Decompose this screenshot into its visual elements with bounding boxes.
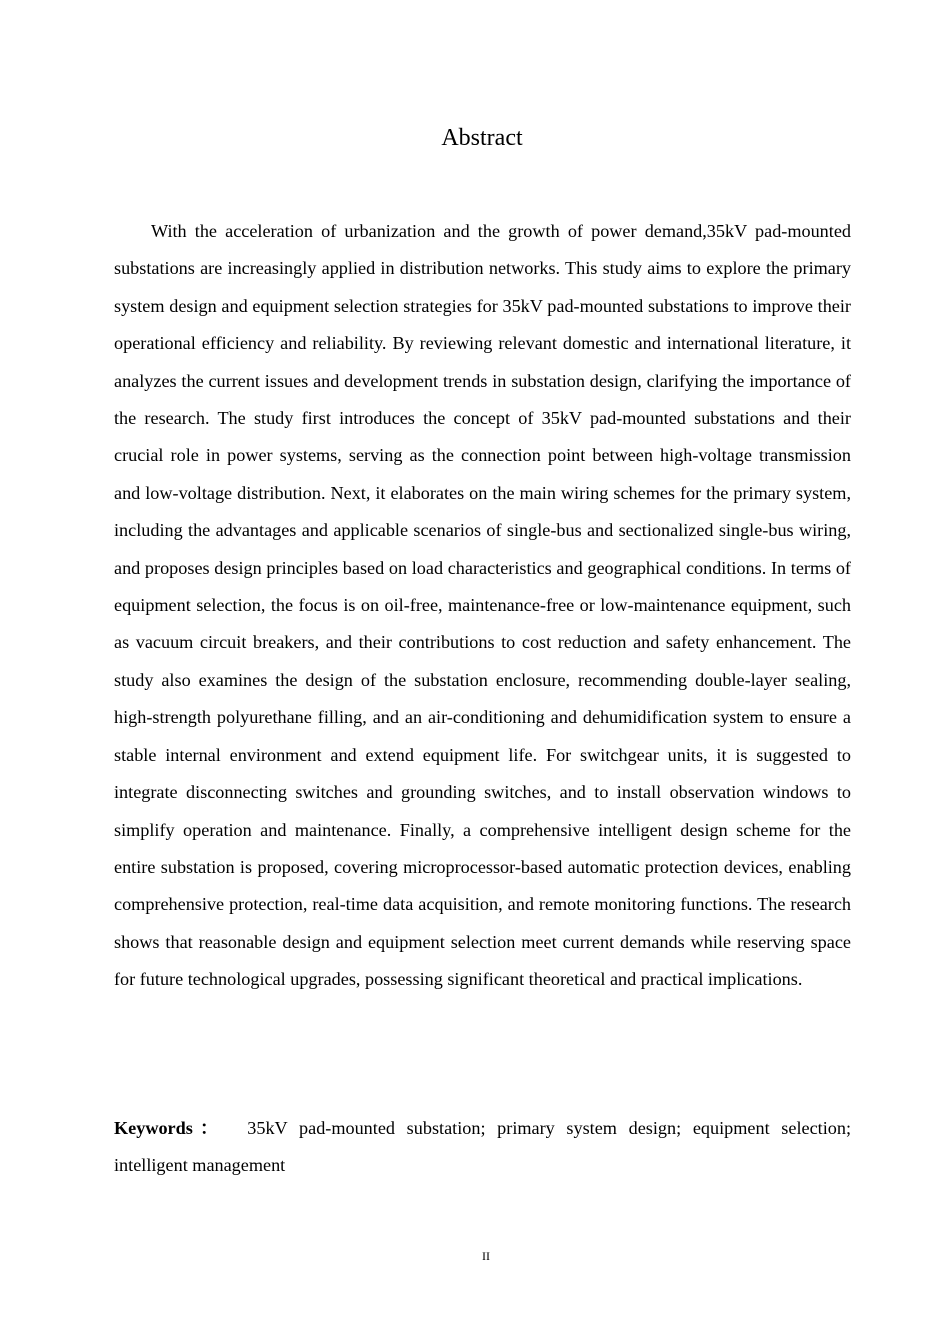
keywords-text: 35kV pad-mounted substation; primary system design; equipment selection; intelligent management bbox=[114, 1118, 851, 1176]
page-number: II bbox=[482, 1249, 490, 1263]
abstract-title: Abstract bbox=[441, 125, 523, 151]
abstract-body: With the acceleration of urbanization and the growth of power demand,35kV pad-mounted substations are increasingly applied in distribution networks. This study aims to explore the primary system design and equipment selection strategies for 35kV pad-mounted substations to improve their operational efficiency and reliability. By reviewing relevant domestic and international literature, it analyzes the current issues and development trends in substation design, clarifying the importance of the research. The study first introduces the concept of 35kV pad-mounted substations and their crucial role in power systems, serving as the connection point between high-voltage transmission and low-voltage distribution. Next, it elaborates on the main wiring schemes for the primary system, including the advantages and applicable scenarios of single-bus and sectionalized single-bus wiring, and proposes design principles based on load characteristics and geographical conditions. In terms of equipment selection, the focus is on oil-free, maintenance-free or low-maintenance equipment, such as vacuum circuit breakers, and their contributions to cost reduction and safety enhancement. The study also examines the design of the substation enclosure, recommending double-layer sealing, high-strength polyurethane filling, and an air-conditioning and dehumidification system to ensure a stable internal environment and extend equipment life. For switchgear units, it is suggested to integrate disconnecting switches and grounding switches, and to install observation windows to simplify operation and maintenance. Finally, a comprehensive intelligent design scheme for the entire substation is proposed, covering microprocessor-based automatic protection devices, enabling comprehensive protection, real-time data acquisition, and remote monitoring functions. The research shows that reasonable design and equipment selection meet current demands while reserving space for future technological upgrades, possessing significant theoretical and practical implications. bbox=[114, 221, 851, 990]
keywords-label: Keywords： bbox=[114, 1118, 226, 1138]
keywords-paragraph bbox=[114, 1110, 851, 1185]
